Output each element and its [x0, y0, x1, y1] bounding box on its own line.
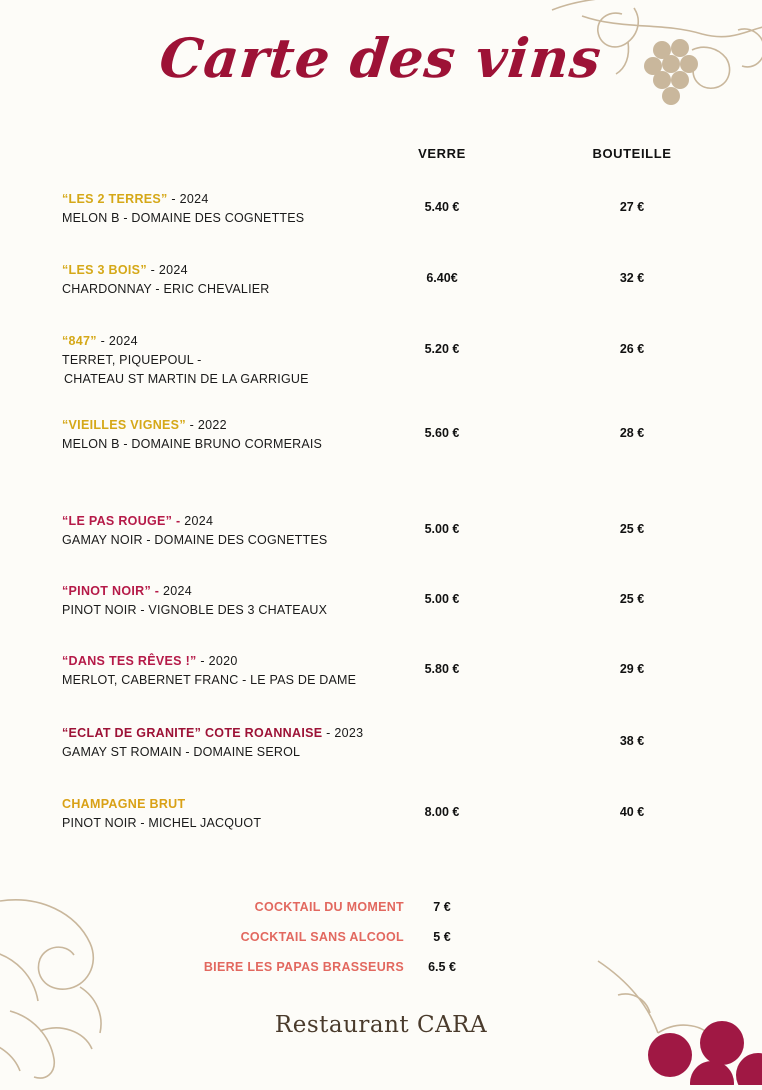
wine-price-bottle: 25 €: [619, 522, 645, 536]
wine-description: TERRET, PIQUEPOUL -: [62, 353, 202, 367]
wine-description: GAMAY NOIR - DOMAINE DES COGNETTES: [62, 533, 328, 547]
wine-name: “LES 3 BOIS” - 2024: [62, 263, 188, 277]
restaurant-name: Restaurant CARA: [274, 1012, 488, 1038]
wine-name: “DANS TES RÊVES !” - 2020: [62, 654, 238, 668]
wine-text-block: [62, 512, 402, 550]
wine-text-block: [62, 190, 402, 228]
wine-row: [0, 724, 762, 768]
wine-name: “LES 2 TERRES” - 2024: [62, 192, 209, 206]
wine-price-glass: 5.20 €: [424, 342, 460, 356]
wine-price-glass: 8.00 €: [424, 805, 460, 819]
wine-price-bottle: 28 €: [619, 426, 645, 440]
wine-description: PINOT NOIR - VIGNOBLE DES 3 CHATEAUX: [62, 603, 328, 617]
wine-description: CHARDONNAY - ERIC CHEVALIER: [62, 282, 270, 296]
wine-price-glass: 5.00 €: [424, 522, 460, 536]
wine-price-glass: 5.40 €: [424, 200, 460, 214]
extra-price: 6.5 €: [428, 960, 456, 974]
page-title: Carte des vins: [156, 26, 606, 90]
wine-row: [0, 652, 762, 696]
wine-name: “ECLAT DE GRANITE” COTE ROANNAISE - 2023: [62, 726, 364, 740]
wine-name: “VIEILLES VIGNES” - 2022: [62, 418, 227, 432]
footer: [0, 1012, 762, 1038]
wine-row: [0, 190, 762, 234]
wine-text-block: [62, 261, 402, 299]
wine-price-glass: 5.80 €: [424, 662, 460, 676]
wine-description: PINOT NOIR - MICHEL JACQUOT: [62, 816, 262, 830]
column-header-bottle: BOUTEILLE: [592, 146, 672, 161]
wine-vintage: - 2023: [322, 726, 364, 740]
extra-label: COCKTAIL DU MOMENT: [254, 900, 404, 914]
wine-price-bottle: 38 €: [619, 734, 645, 748]
wine-name: “LE PAS ROUGE” - 2024: [62, 514, 214, 528]
wine-price-bottle: 29 €: [619, 662, 645, 676]
wine-vintage: - 2020: [196, 654, 238, 668]
extra-row: [0, 960, 762, 990]
wine-row: [0, 261, 762, 305]
extra-price: 5 €: [433, 930, 451, 944]
extras-list: [0, 900, 762, 990]
wine-price-bottle: 32 €: [619, 271, 645, 285]
wine-price-glass: 5.00 €: [424, 592, 460, 606]
extra-label: BIERE LES PAPAS BRASSEURS: [203, 960, 404, 974]
price-column-headers: [0, 146, 762, 166]
wine-text-block: [62, 582, 402, 620]
wine-price-bottle: 27 €: [619, 200, 645, 214]
extra-row: [0, 930, 762, 960]
wine-description: MERLOT, CABERNET FRANC - LE PAS DE DAME: [62, 673, 357, 687]
wine-vintage: - 2024: [96, 334, 138, 348]
wine-vintage: 2024: [159, 584, 193, 598]
wine-vintage: - 2024: [146, 263, 188, 277]
wine-price-bottle: 25 €: [619, 592, 645, 606]
wine-row: [0, 795, 762, 839]
wine-vintage: 2024: [180, 514, 214, 528]
wine-row: [0, 512, 762, 556]
wine-name: “PINOT NOIR” - 2024: [62, 584, 193, 598]
wine-vintage: - 2024: [167, 192, 209, 206]
wine-price-bottle: 40 €: [619, 805, 645, 819]
wine-row: [0, 582, 762, 626]
wine-text-block: [62, 795, 402, 833]
wine-row: [0, 416, 762, 460]
wine-name: “847” - 2024: [62, 334, 138, 348]
extra-label: COCKTAIL SANS ALCOOL: [240, 930, 404, 944]
wine-text-block: [62, 724, 462, 762]
wine-description: GAMAY ST ROMAIN - DOMAINE SEROL: [62, 745, 301, 759]
wine-vintage: - 2022: [185, 418, 227, 432]
wine-price-bottle: 26 €: [619, 342, 645, 356]
wine-price-glass: 5.60 €: [424, 426, 460, 440]
wine-description-line2: CHATEAU ST MARTIN DE LA GARRIGUE: [64, 372, 309, 386]
extra-price: 7 €: [433, 900, 451, 914]
wine-text-block: [62, 332, 402, 389]
extra-row: [0, 900, 762, 930]
wine-row: [0, 332, 762, 386]
wine-description: MELON B - DOMAINE DES COGNETTES: [62, 211, 305, 225]
wine-description: MELON B - DOMAINE BRUNO CORMERAIS: [62, 437, 323, 451]
wine-name: CHAMPAGNE BRUT: [62, 797, 186, 811]
wine-price-glass: 6.40€: [426, 271, 458, 285]
wine-text-block: [62, 652, 402, 690]
wine-text-block: [62, 416, 402, 454]
page-title-container: [0, 26, 762, 90]
column-header-glass: VERRE: [418, 146, 466, 161]
